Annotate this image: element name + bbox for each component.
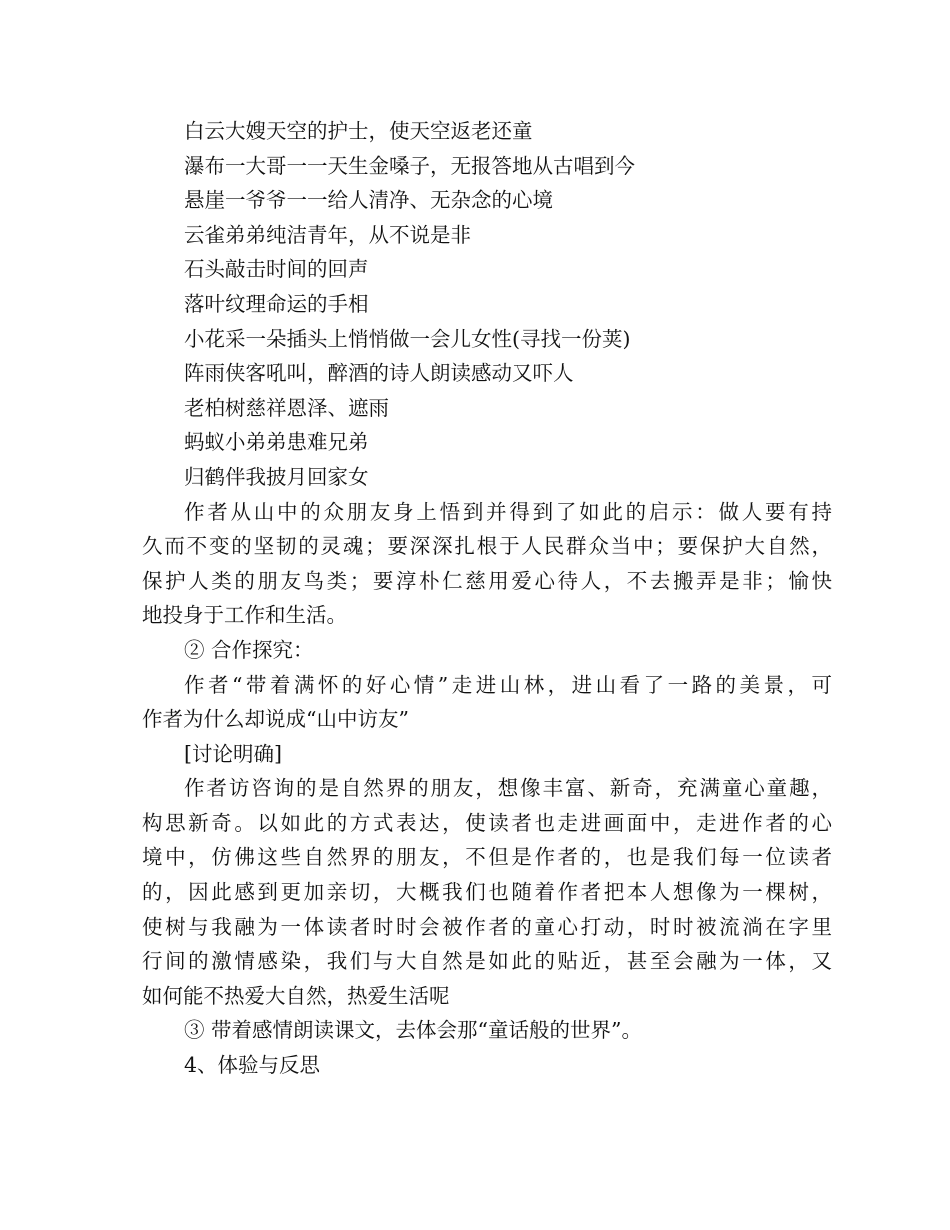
text-line: 云雀弟弟纯洁青年，从不说是非 [184, 222, 471, 247]
text-line: 使树与我融为一体读者时时会被作者的童心打动，时时被流淌在字里 [142, 914, 832, 939]
text-line: 如何能不热爱大自然，热爱生活呢 [142, 983, 450, 1008]
text-line: 作者访咨询的是自然界的朋友，想像丰富、新奇，充满童心童趣， [184, 776, 832, 801]
text-line: 行间的激情感染，我们与大自然是如此的贴近，甚至会融为一体，又 [142, 949, 832, 974]
text-line: [讨论明确] [184, 741, 282, 766]
text-line: 老柏树慈祥恩泽、遮雨 [184, 395, 389, 420]
text-line: 作者“带着满怀的好心情”走进山林，进山看了一路的美景，可 [184, 672, 832, 697]
text-line: 瀑布一大哥一一天生金嗓子，无报答地从古唱到今 [184, 153, 635, 178]
text-line: 的，因此感到更加亲切，大概我们也随着作者把本人想像为一棵树， [142, 880, 832, 905]
text-line: 作者从山中的众朋友身上悟到并得到了如此的启示：做人要有持 [184, 499, 832, 524]
text-line: 落叶纹理命运的手相 [184, 291, 369, 316]
text-line: 保护人类的朋友鸟类；要淳朴仁慈用爱心待人，不去搬弄是非；愉快 [142, 568, 832, 593]
text-line: 归鹤伴我披月回家女 [184, 464, 369, 489]
text-line: 阵雨侠客吼叫，醉酒的诗人朗读感动又吓人 [184, 361, 574, 386]
body-text [142, 114, 832, 1083]
text-line: 悬崖一爷爷一一给人清净、无杂念的心境 [184, 188, 553, 213]
text-line: 4、体验与反思 [184, 1053, 321, 1078]
text-line: 构思新奇。以如此的方式表达，使读者也走进画面中，走进作者的心 [142, 810, 832, 835]
text-line: ③ 带着感情朗读课文，去体会那“童话般的世界”。 [184, 1018, 642, 1043]
text-line: 作者为什么却说成“山中访友” [142, 707, 409, 732]
text-line: 久而不变的坚韧的灵魂；要深深扎根于人民群众当中；要保护大自然， [142, 534, 832, 559]
text-line: 境中，仿佛这些自然界的朋友，不但是作者的，也是我们每一位读者 [142, 845, 832, 870]
text-line: 小花采一朵插头上悄悄做一会儿女性(寻找一份荚) [184, 326, 631, 351]
text-line: 蚂蚁小弟弟患难兄弟 [184, 430, 369, 455]
text-line: ② 合作探究： [184, 637, 314, 662]
text-line: 白云大嫂天空的护士，使天空返老还童 [184, 119, 533, 143]
text-line: 地投身于工作和生活。 [142, 603, 347, 628]
text-line: 石头敲击时间的回声 [184, 257, 369, 282]
